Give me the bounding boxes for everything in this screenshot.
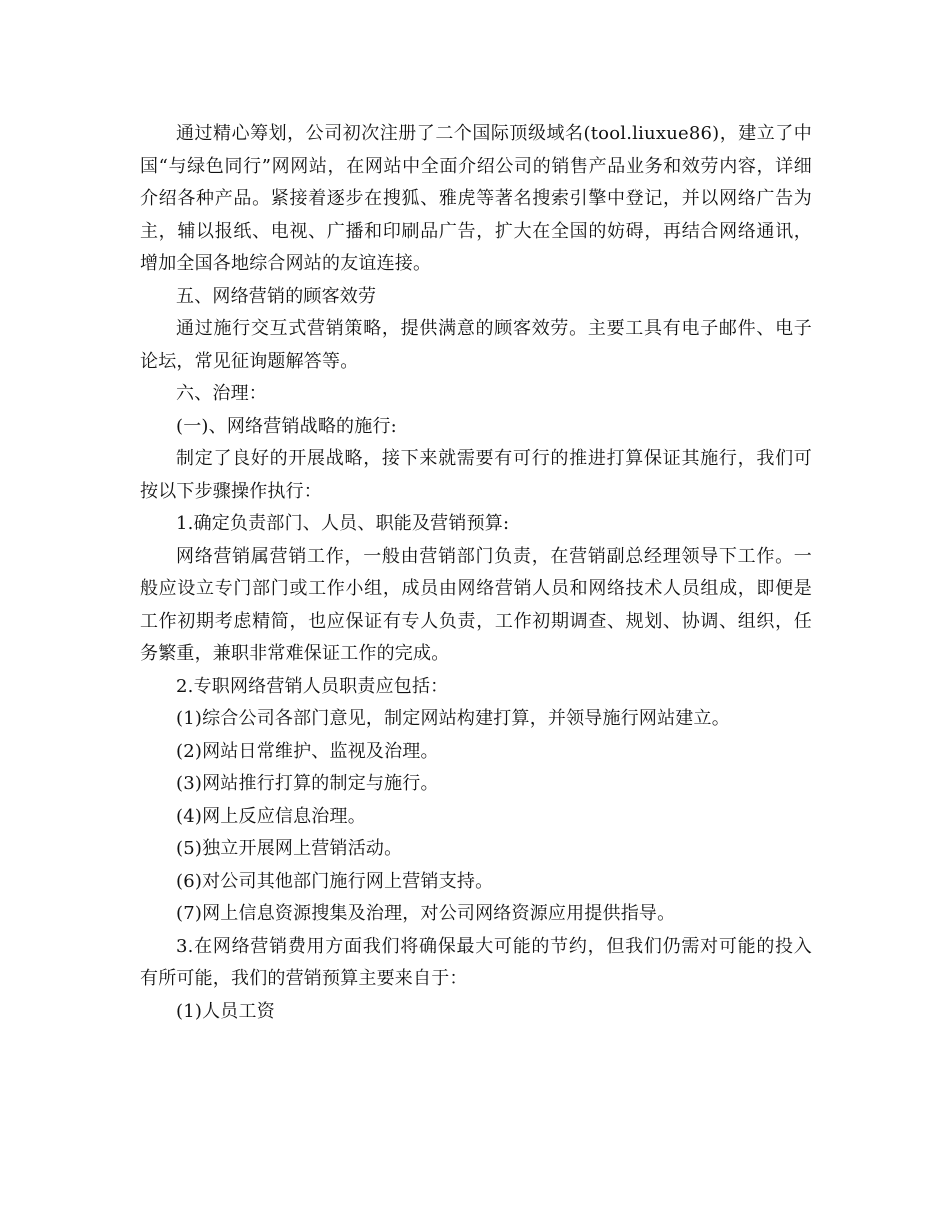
list-heading-responsible-departments: 1.确定负责部门、人员、职能及营销预算:: [176, 513, 510, 534]
section-heading-management: 六、治理：: [176, 383, 267, 404]
paragraph-budget: 3.在网络营销费用方面我们将确保最大可能的节约，但我们仍需对可能的投入有所可能，我们的营销预算主要来自于：: [140, 935, 812, 989]
list-item-duty-1: (1)综合公司各部门意见，制定网站构建打算，并领导施行网站建立。: [176, 708, 730, 729]
list-heading-staff-duties: 2.专职网络营销人员职责应包括：: [176, 675, 449, 697]
paragraph-customer-service: 通过施行交互式营销策略，提供满意的顾客效劳。主要工具有电子邮件、电子论坛，常见征询题解答等。: [140, 318, 812, 372]
paragraph-domain-promotion: 通过精心筹划，公司初次注册了二个国际顶级域名(tool.liuxue86)，建立了中国“与绿色同行”网网站，在网站中全面介绍公司的销售产品业务和效劳内容，详细介绍各种产品。紧接着逐步在搜狐、雅虎等著名搜索引擎中登记，并以网络广告为主，辅以报纸、电视、广播和印刷品广告，扩大在全国的妨碍，再结合网络通讯，增加全国各地综合网站的友谊连接。: [140, 123, 812, 274]
subheading-strategy-implementation: (一)、网络营销战略的施行:: [176, 415, 397, 437]
list-item-duty-5: (5)独立开展网上营销活动。: [176, 838, 403, 859]
paragraph-strategy-steps: 制定了良好的开展战略，接下来就需要有可行的推进打算保证其施行，我们可按以下步骤操作执行：: [140, 448, 812, 502]
list-item-duty-2: (2)网站日常维护、监视及治理。: [176, 740, 439, 762]
list-item-duty-3: (3)网站推行打算的制定与施行。: [176, 773, 439, 794]
paragraph-department-responsibility: 网络营销属营销工作，一般由营销部门负责，在营销副总经理领导下工作。一般应设立专门部门或工作小组，成员由网络营销人员和网络技术人员组成，即便是工作初期考虑精简，也应保证有专人负责，工作初期调查、规划、协调、组织，任务繁重，兼职非常难保证工作的完成。: [140, 545, 812, 664]
document-body: [140, 118, 812, 1028]
section-heading-customer-service: 五、网络营销的顾客效劳: [176, 285, 377, 307]
list-item-duty-7: (7)网上信息资源搜集及治理，对公司网络资源应用提供指导。: [176, 903, 676, 924]
list-item-budget-1: (1)人员工资: [176, 1000, 275, 1022]
list-item-duty-4: (4)网上反应信息治理。: [176, 805, 366, 827]
list-item-duty-6: (6)对公司其他部门施行网上营销支持。: [176, 870, 494, 892]
